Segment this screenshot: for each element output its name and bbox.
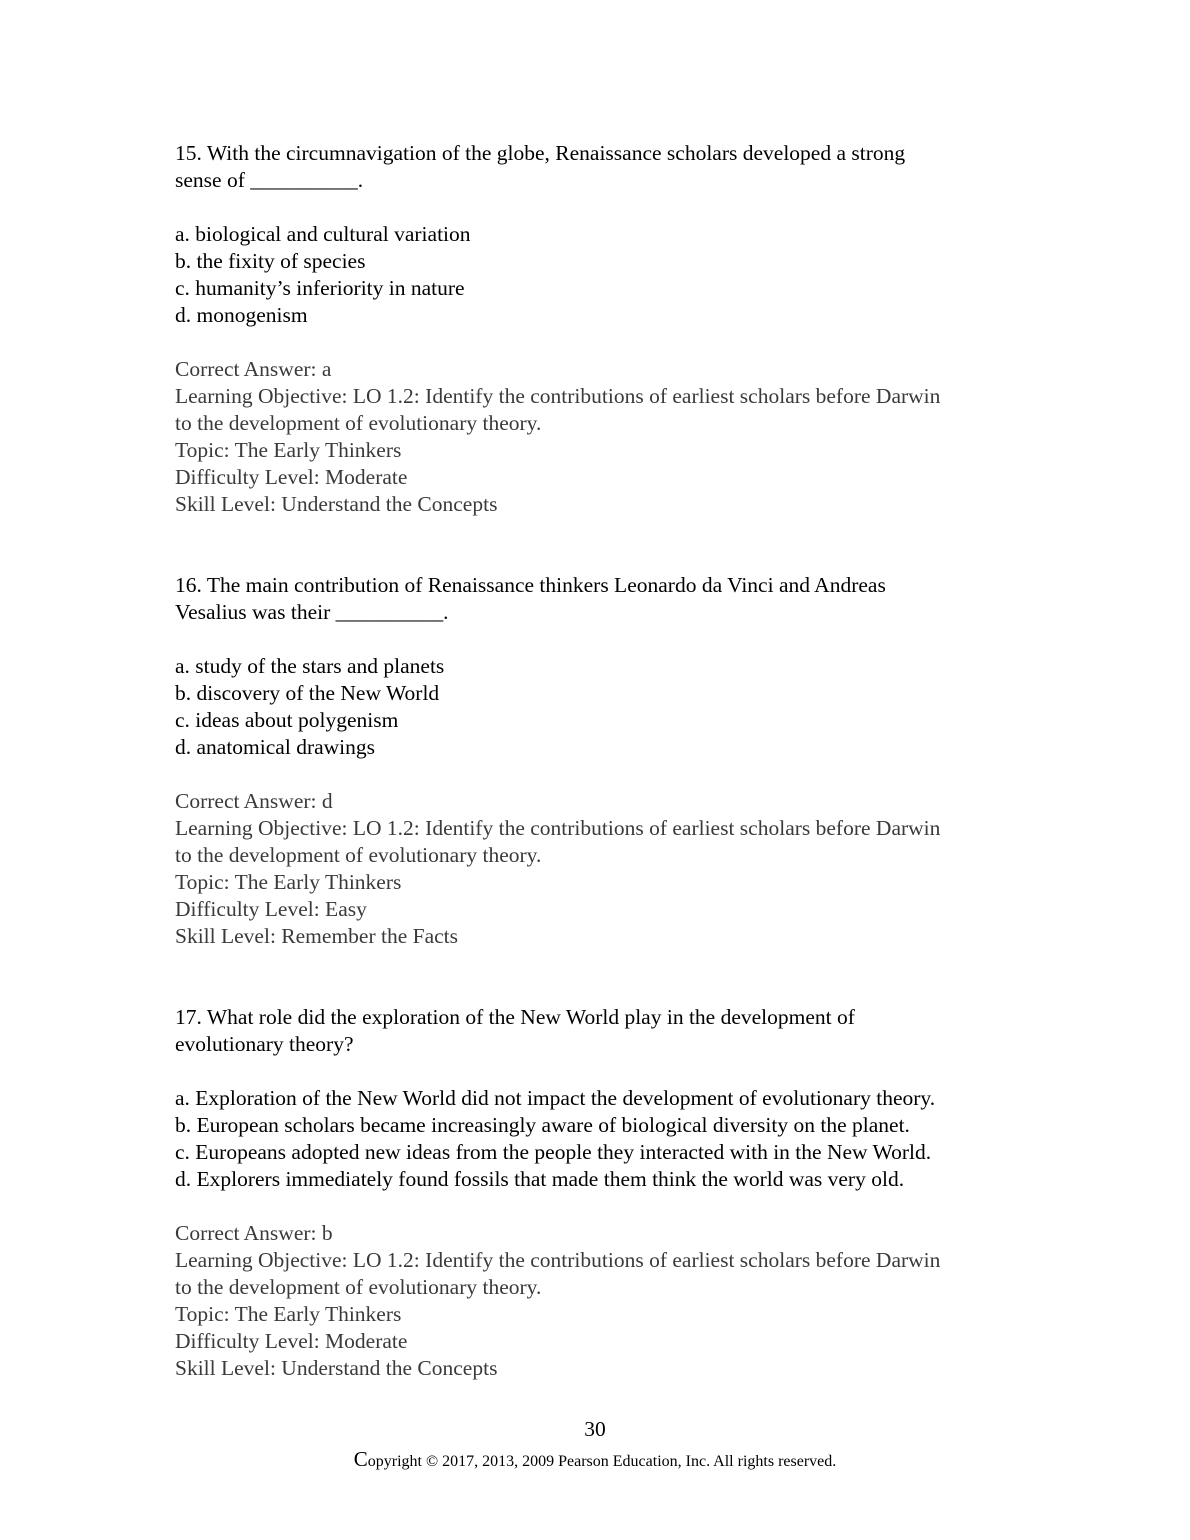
- question-stem-line: 17. What role did the exploration of the New World play in the development of: [175, 1005, 855, 1029]
- option-b: b. European scholars became increasingly aware of biological diversity on the planet.: [175, 1113, 910, 1137]
- option-d: d. Explorers immediately found fossils that made them think the world was very old.: [175, 1167, 905, 1191]
- answer-options: [175, 653, 1035, 761]
- option-d: d. anatomical drawings: [175, 735, 376, 759]
- topic: Topic: The Early Thinkers: [175, 1302, 402, 1326]
- correct-answer: Correct Answer: a: [175, 357, 332, 381]
- answer-options: [175, 221, 1035, 329]
- skill-level: Skill Level: Understand the Concepts: [175, 1356, 498, 1380]
- copyright-initial: C: [353, 1447, 368, 1471]
- skill-level: Skill Level: Understand the Concepts: [175, 492, 498, 516]
- question-stem-line: evolutionary theory?: [175, 1032, 354, 1056]
- difficulty-level: Difficulty Level: Easy: [175, 897, 367, 921]
- correct-answer: Correct Answer: b: [175, 1221, 333, 1245]
- question-15: [175, 140, 1035, 518]
- question-metadata: [175, 788, 1035, 950]
- question-stem-line: sense of __________.: [175, 168, 364, 192]
- option-b: b. the fixity of species: [175, 249, 366, 273]
- learning-objective: Learning Objective: LO 1.2: Identify the contributions of earliest scholars before Darwin: [175, 816, 941, 840]
- spacer: [175, 518, 1035, 572]
- topic: Topic: The Early Thinkers: [175, 870, 402, 894]
- learning-objective-continued: to the development of evolutionary theory.: [175, 411, 542, 435]
- page-number: 30: [584, 1417, 606, 1441]
- question-stem-line: 15. With the circumnavigation of the globe, Renaissance scholars developed a strong: [175, 141, 906, 165]
- question-stem: [175, 140, 1035, 194]
- question-stem: [175, 572, 1035, 626]
- question-metadata: [175, 356, 1035, 518]
- copyright-text: opyright © 2017, 2013, 2009 Pearson Education, Inc. All rights reserved.: [367, 1453, 837, 1470]
- answer-options: [175, 1085, 1035, 1193]
- option-c: c. ideas about polygenism: [175, 708, 399, 732]
- difficulty-level: Difficulty Level: Moderate: [175, 1329, 408, 1353]
- correct-answer: Correct Answer: d: [175, 789, 333, 813]
- option-a: a. study of the stars and planets: [175, 654, 445, 678]
- option-d: d. monogenism: [175, 303, 308, 327]
- learning-objective: Learning Objective: LO 1.2: Identify the contributions of earliest scholars before Darwin: [175, 1248, 941, 1272]
- spacer: [175, 950, 1035, 1004]
- topic: Topic: The Early Thinkers: [175, 438, 402, 462]
- question-17: [175, 1004, 1035, 1382]
- question-metadata: [175, 1220, 1035, 1382]
- option-b: b. discovery of the New World: [175, 681, 440, 705]
- copyright-notice: [0, 1448, 1190, 1473]
- option-a: a. Exploration of the New World did not impact the development of evolutionary theory.: [175, 1086, 936, 1110]
- question-stem-line: Vesalius was their __________.: [175, 600, 449, 624]
- skill-level: Skill Level: Remember the Facts: [175, 924, 459, 948]
- learning-objective-continued: to the development of evolutionary theory.: [175, 843, 542, 867]
- option-c: c. Europeans adopted new ideas from the people they interacted with in the New World.: [175, 1140, 932, 1164]
- option-c: c. humanity’s inferiority in nature: [175, 276, 465, 300]
- question-16: [175, 572, 1035, 950]
- question-stem: [175, 1004, 1035, 1058]
- option-a: a. biological and cultural variation: [175, 222, 471, 246]
- learning-objective-continued: to the development of evolutionary theory.: [175, 1275, 542, 1299]
- document-page: [175, 140, 1035, 1382]
- learning-objective: Learning Objective: LO 1.2: Identify the contributions of earliest scholars before Darwin: [175, 384, 941, 408]
- question-stem-line: 16. The main contribution of Renaissance thinkers Leonardo da Vinci and Andreas: [175, 573, 886, 597]
- difficulty-level: Difficulty Level: Moderate: [175, 465, 408, 489]
